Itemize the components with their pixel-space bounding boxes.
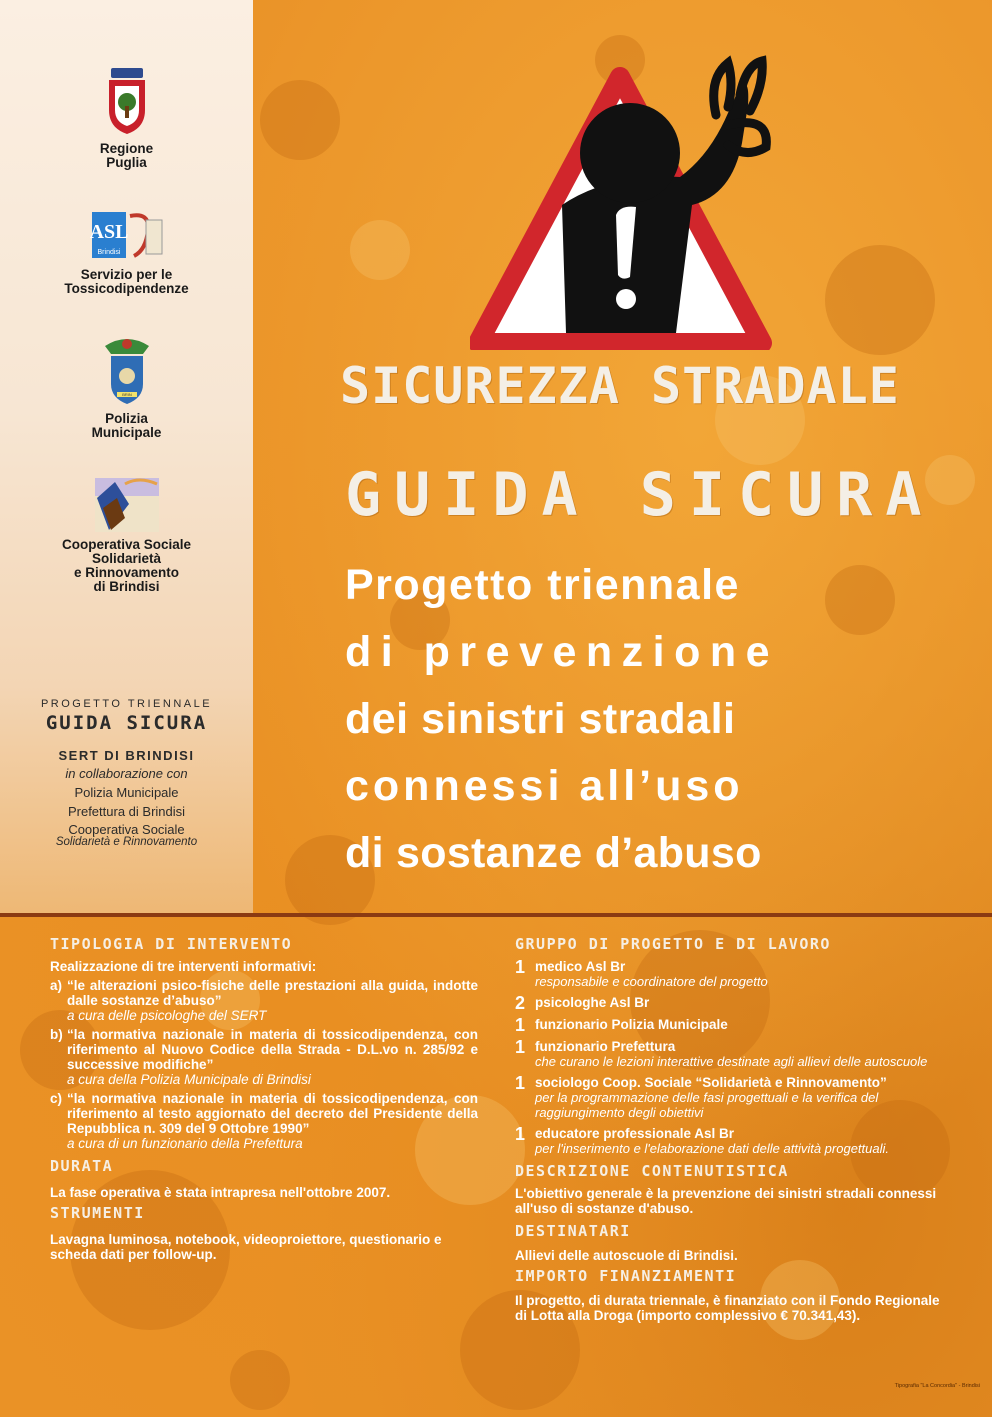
descrizione-heading: DESCRIZIONE CONTENUTISTICA bbox=[515, 1162, 789, 1180]
strumenti-heading: STRUMENTI bbox=[50, 1204, 145, 1222]
section-divider bbox=[0, 913, 992, 917]
regione-puglia-crest-icon bbox=[105, 66, 149, 136]
member-count: 1 bbox=[515, 1124, 526, 1144]
logo-label: Servizio per le Tossicodipendenze bbox=[64, 267, 189, 296]
tipologia-heading: TIPOLOGIA DI INTERVENTO bbox=[50, 935, 293, 953]
member-count: 1 bbox=[515, 1037, 526, 1057]
member-role: funzionario Polizia Municipale bbox=[535, 1017, 728, 1032]
team-member bbox=[515, 995, 945, 1011]
durata-heading: DURATA bbox=[50, 1157, 114, 1175]
member-role: funzionario Prefettura bbox=[535, 1039, 676, 1054]
right-info-column bbox=[515, 935, 945, 1323]
intervento-item bbox=[50, 1091, 478, 1151]
intro-line: dei sinistri stradali bbox=[345, 695, 736, 743]
sidebar-guida-title: GUIDA SICURA bbox=[45, 712, 208, 734]
strumenti-text: Lavagna luminosa, notebook, videoproiettore, questionario e scheda dati per follow-up. bbox=[50, 1232, 442, 1262]
item-credit: a cura delle psicologhe del SERT bbox=[67, 1008, 267, 1023]
intro-line: di sostanze d’abuso bbox=[345, 829, 762, 877]
member-count: 1 bbox=[515, 1073, 526, 1093]
member-count: 2 bbox=[515, 993, 526, 1013]
svg-text:BRIN: BRIN bbox=[121, 392, 132, 397]
item-text: “la normativa nazionale in materia di tossicodipendenza, con riferimento al Nuovo Codice della Strada - D.L.vo n. 285/92 e successive modifiche” bbox=[67, 1027, 478, 1072]
member-count: 1 bbox=[515, 957, 526, 977]
descrizione-text: L'obiettivo generale è la prevenzione dei sinistri stradali connessi all'uso di sostanze d'abuso. bbox=[515, 1186, 937, 1216]
importo-heading: IMPORTO FINANZIAMENTI bbox=[515, 1267, 737, 1285]
team-member bbox=[515, 1039, 945, 1069]
project-description-heading bbox=[345, 552, 779, 887]
intro-line: connessi all’uso bbox=[345, 762, 744, 810]
member-role: sociologo Coop. Sociale “Solidarietà e Rinnovamento” bbox=[535, 1075, 887, 1090]
team-member bbox=[515, 1075, 945, 1120]
team-member bbox=[515, 1126, 945, 1156]
intervento-item bbox=[50, 978, 478, 1023]
heading-sicurezza-stradale: SICUREZZA STRADALE bbox=[340, 357, 900, 415]
item-text: “le alterazioni psico-fisiche delle prestazioni alla guida, indotte dalle sostanze d’abuso” bbox=[67, 978, 478, 1008]
sidebar-partner-sub: Solidarietà e Rinnovamento bbox=[55, 836, 198, 848]
destinatari-heading: DESTINATARI bbox=[515, 1222, 631, 1240]
logo-polizia-municipale bbox=[0, 336, 253, 440]
member-role: educatore professionale Asl Br bbox=[535, 1126, 735, 1141]
logo-label: Cooperativa Sociale Solidarietà e Rinnovamento di Brindisi bbox=[61, 537, 192, 594]
team-member bbox=[515, 1017, 945, 1033]
sidebar-sert: SERT DI BRINDISI bbox=[58, 748, 195, 763]
destinatari-text: Allievi delle autoscuole di Brindisi. bbox=[515, 1248, 738, 1263]
left-info-column bbox=[50, 935, 478, 1262]
tipologia-intro: Realizzazione di tre interventi informativi: bbox=[50, 959, 317, 974]
durata-text: La fase operativa è stata intrapresa nell'ottobre 2007. bbox=[50, 1185, 391, 1200]
intro-line: Progetto triennale bbox=[345, 561, 740, 609]
logo-asl-brindisi bbox=[0, 210, 253, 296]
sidebar-project-info bbox=[0, 698, 253, 848]
member-note: responsabile e coordinatore del progetto bbox=[535, 974, 768, 989]
gruppo-heading: GRUPPO DI PROGETTO E DI LAVORO bbox=[515, 935, 831, 953]
member-role: medico Asl Br bbox=[535, 959, 626, 974]
intervento-item bbox=[50, 1027, 478, 1087]
warning-sign-illustration bbox=[470, 55, 775, 350]
svg-text:Brindisi: Brindisi bbox=[97, 249, 120, 256]
svg-text:ASL: ASL bbox=[89, 221, 128, 243]
item-letter: c) bbox=[50, 1091, 63, 1106]
logo-label: Polizia Municipale bbox=[91, 411, 162, 440]
sidebar-partner: Polizia Municipale bbox=[74, 785, 179, 800]
printer-credit: Tipografia "La Concordia" - Brindisi bbox=[894, 1383, 980, 1389]
sidebar-collab: in collaborazione con bbox=[65, 766, 188, 781]
intro-line: di prevenzione bbox=[345, 628, 780, 676]
member-note: che curano le lezioni interattive destinate agli allievi delle autoscuole bbox=[535, 1054, 928, 1069]
item-letter: a) bbox=[50, 978, 63, 993]
item-credit: a cura della Polizia Municipale di Brindisi bbox=[67, 1072, 311, 1087]
team-member bbox=[515, 959, 945, 989]
member-count: 1 bbox=[515, 1015, 526, 1035]
member-note: per l'inserimento e l'elaborazione dati delle attività progettuali. bbox=[535, 1141, 890, 1156]
member-note: per la programmazione delle fasi progettuali e la verifica del raggiungimento degli obiettivi bbox=[535, 1090, 879, 1120]
sidebar-partner: Cooperativa Sociale bbox=[68, 822, 185, 837]
heading-guida-sicura: GUIDA SICURA bbox=[345, 460, 935, 530]
item-letter: b) bbox=[50, 1027, 63, 1042]
asl-logo-icon bbox=[90, 210, 164, 262]
item-credit: a cura di un funzionario della Prefettura bbox=[67, 1136, 303, 1151]
importo-text: Il progetto, di durata triennale, è finanziato con il Fondo Regionale di Lotta alla Droga (importo complessivo € 70.341,43). bbox=[515, 1293, 940, 1323]
member-role: psicologhe Asl Br bbox=[535, 995, 650, 1010]
sidebar-project-label: PROGETTO TRIENNALE bbox=[40, 698, 213, 710]
brindisi-crest-icon bbox=[99, 336, 155, 406]
cooperativa-logo-icon bbox=[95, 478, 159, 532]
item-text: “la normativa nazionale in materia di tossicodipendenza, con riferimento al testo aggiornato del decreto del Presidente della Repubblica n. 309 del 9 Ottobre 1990” bbox=[67, 1091, 478, 1136]
logo-regione-puglia bbox=[0, 66, 253, 170]
sidebar-partner: Prefettura di Brindisi bbox=[67, 804, 186, 819]
logo-cooperativa-sociale bbox=[0, 478, 253, 594]
logo-label: Regione Puglia bbox=[99, 141, 154, 170]
